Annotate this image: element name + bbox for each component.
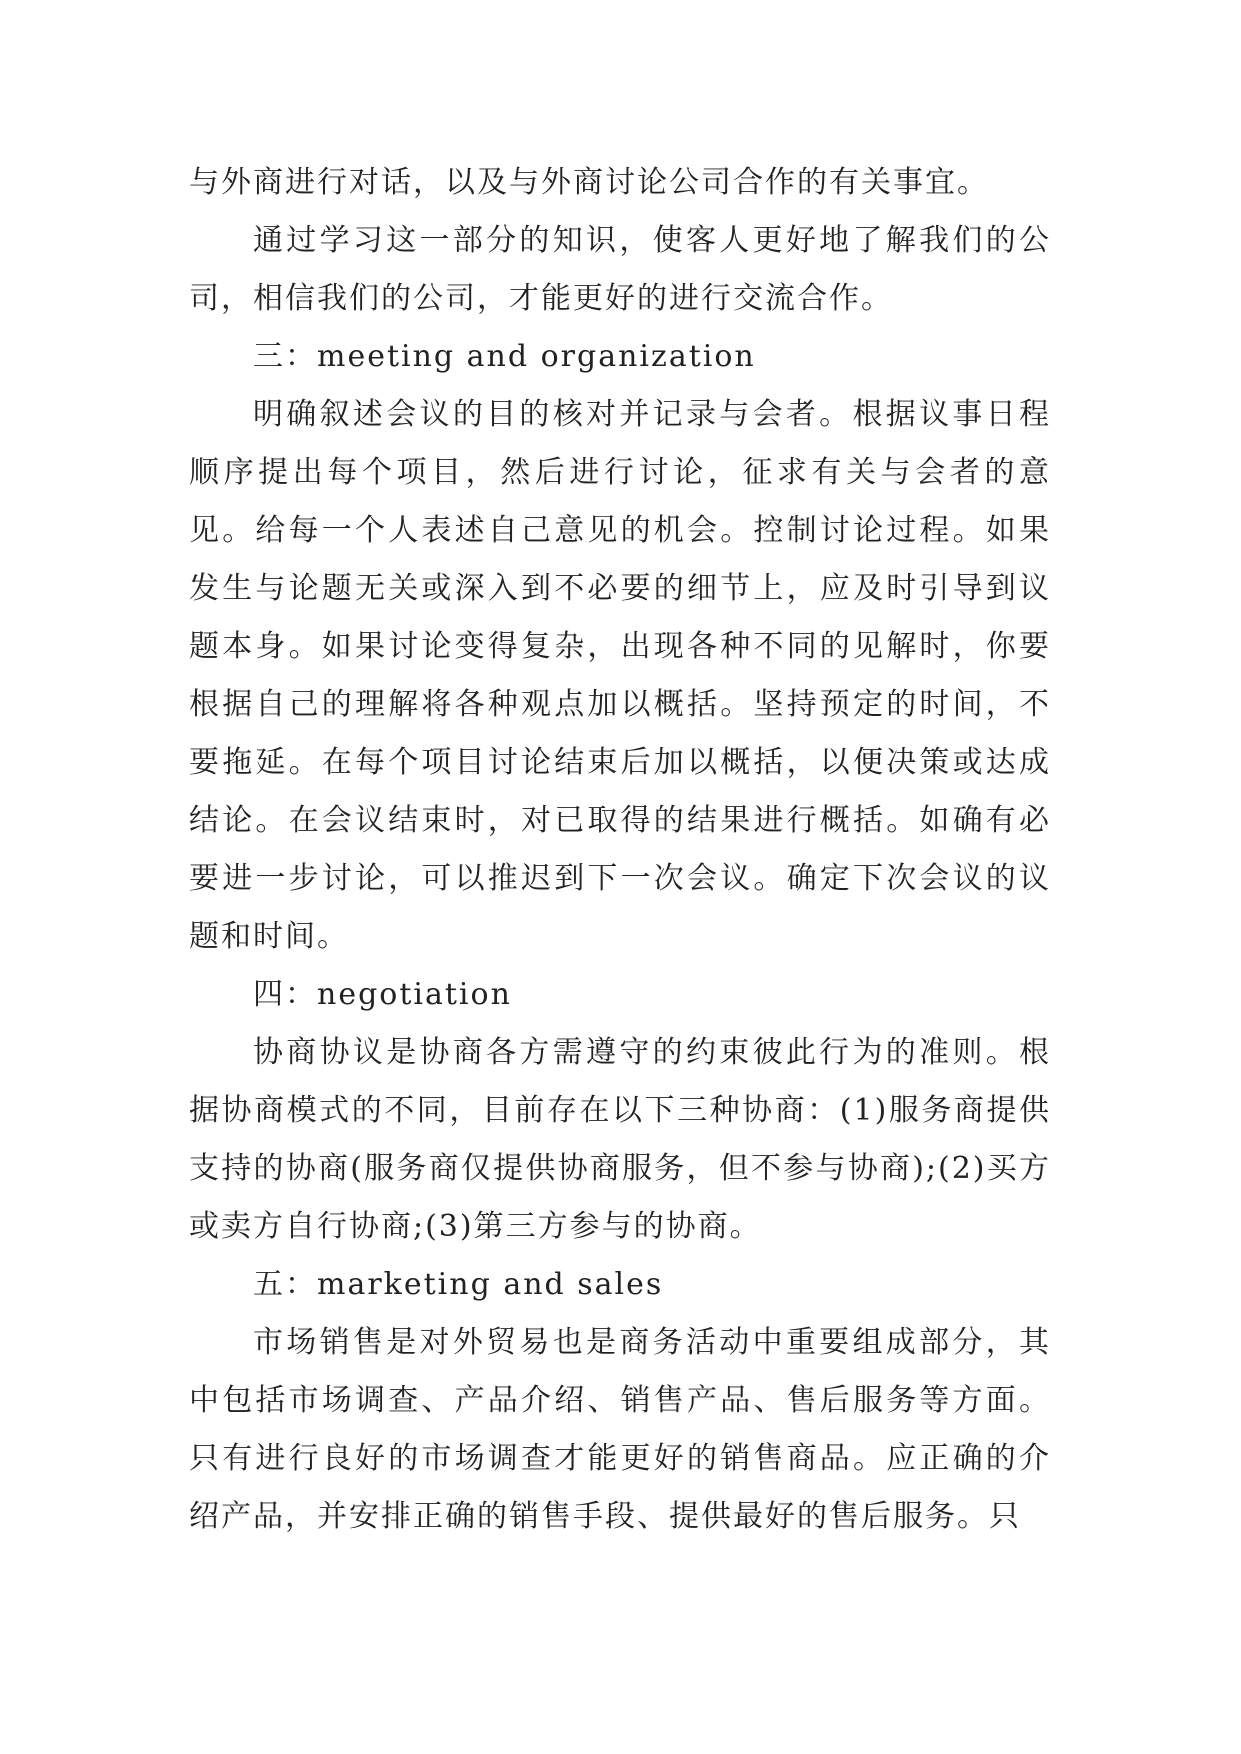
document-body [189,154,1051,1546]
section-heading-marketing: 五：marketing and sales [253,1267,664,1302]
paragraph-company-intro: 通过学习这一部分的知识，使客人更好地了解我们的公司，相信我们的公司，才能更好的进行交流合作。 [189,223,1051,316]
paragraph-meeting: 明确叙述会议的目的核对并记录与会者。根据议事日程顺序提出每个项目，然后进行讨论，征求有关与会者的意见。给每一个人表述自己意见的机会。控制讨论过程。如果发生与论题无关或深入到不必要的细节上，应及时引导到议题本身。如果讨论变得复杂，出现各种不同的见解时，你要根据自己的理解将各种观点加以概括。坚持预定的时间，不要拖延。在每个项目讨论结束后加以概括，以便决策或达成结论。在会议结束时，对已取得的结果进行概括。如确有必要进一步讨论，可以推迟到下一次会议。确定下次会议的议题和时间。 [189,397,1051,954]
paragraph-continuation: 与外商进行对话，以及与外商讨论公司合作的有关事宜。 [189,165,989,200]
section-heading-negotiation: 四：negotiation [253,977,512,1012]
section-heading-meeting: 三：meeting and organization [253,339,756,374]
paragraph-marketing: 市场销售是对外贸易也是商务活动中重要组成部分，其中包括市场调查、产品介绍、销售产品、售后服务等方面。只有进行良好的市场调查才能更好的销售商品。应正确的介绍产品，并安排正确的销售手段、提供最好的售后服务。只 [189,1325,1051,1534]
paragraph-negotiation: 协商协议是协商各方需遵守的约束彼此行为的准则。根据协商模式的不同，目前存在以下三种协商：(1)服务商提供支持的协商(服务商仅提供协商服务，但不参与协商);(2)买方或卖方自行协商;(3)第三方参与的协商。 [189,1035,1051,1244]
